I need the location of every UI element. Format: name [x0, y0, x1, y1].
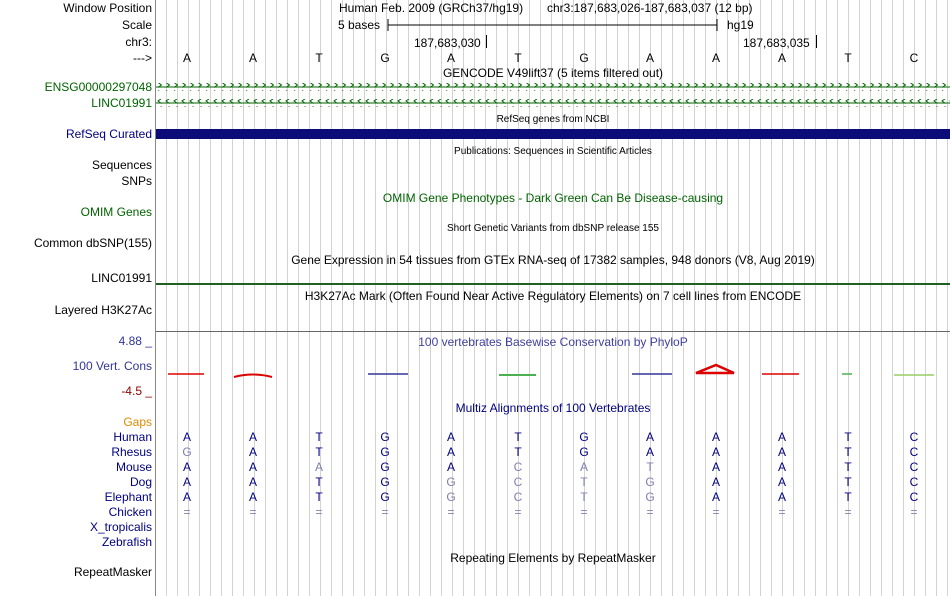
- base-letter: A: [248, 51, 257, 65]
- gencode-track-title: GENCODE V49lift37 (5 items filtered out): [442, 66, 664, 80]
- alignment-base: G: [645, 490, 655, 504]
- label-dbsnp[interactable]: Common dbSNP(155): [33, 236, 152, 250]
- alignment-base: A: [248, 460, 257, 474]
- alignment-base: T: [315, 430, 323, 444]
- label-omim[interactable]: OMIM Genes: [80, 205, 152, 219]
- alignment-base: A: [182, 490, 191, 504]
- alignment-base: =: [514, 505, 522, 519]
- alignment-base: G: [380, 460, 390, 474]
- alignment-base: T: [580, 490, 588, 504]
- phylop-track-title: 100 vertebrates Basewise Conservation by PhyloP: [418, 335, 688, 349]
- base-letter: A: [711, 51, 720, 65]
- label-cons[interactable]: 100 Vert. Cons: [72, 359, 152, 373]
- label-snps[interactable]: SNPs: [121, 174, 152, 188]
- alignment-base: =: [183, 505, 191, 519]
- alignment-base: A: [182, 475, 191, 489]
- alignment-base: A: [777, 430, 786, 444]
- alignment-base: T: [514, 430, 522, 444]
- alignment-base: A: [182, 460, 191, 474]
- coord-1-tick: [486, 35, 487, 48]
- alignment-base: G: [182, 445, 192, 459]
- alignment-base: G: [645, 475, 655, 489]
- alignment-base: A: [777, 460, 786, 474]
- alignment-base: C: [513, 490, 523, 504]
- label-gtex[interactable]: LINC01991: [91, 271, 152, 285]
- alignment-base: A: [711, 475, 720, 489]
- alignment-base: =: [249, 505, 257, 519]
- omim-track-title: OMIM Gene Phenotypes - Dark Green Can Be Disease-causing: [382, 191, 724, 205]
- alignment-base: =: [910, 505, 918, 519]
- alignment-base: A: [777, 445, 786, 459]
- alignment-base: C: [513, 475, 523, 489]
- gtex-bar[interactable]: [156, 283, 950, 285]
- alignment-base: G: [380, 475, 390, 489]
- label-scale: Scale: [121, 18, 152, 32]
- alignment-base: A: [711, 445, 720, 459]
- alignment-base: C: [909, 430, 919, 444]
- position-text: chr3:187,683,026-187,683,037 (12 bp): [547, 1, 753, 15]
- scale-text: 5 bases: [338, 18, 381, 32]
- gencode-transcript-ensg[interactable]: [156, 83, 950, 91]
- alignment-base: A: [777, 475, 786, 489]
- alignment-base: A: [777, 490, 786, 504]
- species-label[interactable]: Zebrafish: [101, 535, 152, 549]
- scale-bar: [386, 17, 726, 33]
- coord-1: 187,683,030: [414, 36, 481, 50]
- species-label[interactable]: Elephant: [104, 490, 152, 504]
- label-cons-max: 4.88 _: [118, 334, 152, 348]
- alignment-base: =: [315, 505, 323, 519]
- base-letter: A: [777, 51, 786, 65]
- label-arrow: --->: [133, 51, 152, 65]
- base-letter: C: [909, 51, 919, 65]
- alignment-base: G: [380, 490, 390, 504]
- label-refseq[interactable]: RefSeq Curated: [65, 127, 152, 141]
- alignment-base: T: [844, 445, 852, 459]
- label-chrom: chr3:: [125, 35, 152, 49]
- species-label[interactable]: Chicken: [108, 505, 152, 519]
- label-window-position: Window Position: [63, 1, 152, 15]
- alignment-base: T: [844, 475, 852, 489]
- alignment-base: T: [844, 430, 852, 444]
- alignment-base: G: [380, 445, 390, 459]
- multiz-track-title: Multiz Alignments of 100 Vertebrates: [455, 401, 651, 415]
- alignment-base: G: [380, 430, 390, 444]
- alignment-base: G: [579, 430, 589, 444]
- rmsk-track-title: Repeating Elements by RepeatMasker: [450, 551, 656, 565]
- alignment-base: G: [446, 490, 456, 504]
- label-repeatmasker[interactable]: RepeatMasker: [73, 565, 152, 579]
- alignment-base: C: [513, 460, 523, 474]
- alignment-base: T: [844, 460, 852, 474]
- base-letter: T: [514, 51, 522, 65]
- base-letter: T: [844, 51, 852, 65]
- alignment-base: A: [711, 460, 720, 474]
- label-h3k27ac[interactable]: Layered H3K27Ac: [54, 303, 152, 317]
- refseq-track-title: RefSeq genes from NCBI: [496, 114, 610, 125]
- assembly-title: Human Feb. 2009 (GRCh37/hg19): [339, 1, 524, 15]
- alignment-base: A: [579, 460, 588, 474]
- alignment-base: A: [248, 445, 257, 459]
- alignment-base: C: [909, 475, 919, 489]
- alignment-base: G: [579, 445, 589, 459]
- alignment-base: C: [909, 460, 919, 474]
- alignment-base: T: [580, 475, 588, 489]
- h3k27ac-baseline: [156, 331, 950, 332]
- db-text: hg19: [727, 18, 754, 32]
- dbsnp-track-title: Short Genetic Variants from dbSNP release 155: [447, 223, 659, 234]
- alignment-base: T: [315, 490, 323, 504]
- alignment-base: A: [248, 430, 257, 444]
- alignment-base: A: [248, 475, 257, 489]
- alignment-base: =: [778, 505, 786, 519]
- alignment-base: T: [315, 475, 323, 489]
- base-letter: A: [446, 51, 455, 65]
- alignment-base: T: [514, 445, 522, 459]
- species-label[interactable]: X_tropicalis: [89, 520, 152, 534]
- gencode-transcript-linc[interactable]: [156, 99, 950, 107]
- alignment-base: =: [580, 505, 588, 519]
- species-label[interactable]: Human: [113, 430, 152, 444]
- species-label[interactable]: Dog: [129, 475, 152, 489]
- label-gencode-gene[interactable]: ENSG00000297048: [44, 80, 152, 94]
- refseq-bar[interactable]: [156, 129, 950, 139]
- alignment-base: A: [645, 445, 654, 459]
- gencode-track[interactable]: [156, 81, 950, 109]
- base-letter: A: [645, 51, 654, 65]
- alignment-base: =: [381, 505, 389, 519]
- species-label[interactable]: Mouse: [115, 460, 152, 474]
- pubs-track-title: Publications: Sequences in Scientific Articles: [454, 146, 652, 157]
- alignment-base: A: [182, 430, 191, 444]
- alignment-base: =: [646, 505, 654, 519]
- alignment-base: A: [446, 430, 455, 444]
- h3k27ac-track-title: H3K27Ac Mark (Often Found Near Active Regulatory Elements) on 7 cell lines from ENCODE: [304, 289, 802, 303]
- label-gaps[interactable]: Gaps: [123, 415, 152, 429]
- alignment-base: T: [315, 445, 323, 459]
- alignment-base: C: [909, 445, 919, 459]
- alignment-base: =: [844, 505, 852, 519]
- alignment-base: T: [646, 460, 654, 474]
- label-sequences[interactable]: Sequences: [91, 158, 152, 172]
- alignment-base: A: [645, 430, 654, 444]
- alignment-base: A: [314, 460, 323, 474]
- alignment-base: A: [446, 460, 455, 474]
- label-cons-min: -4.5 _: [121, 384, 152, 398]
- base-letter: G: [579, 51, 589, 65]
- gtex-track-title: Gene Expression in 54 tissues from GTEx RNA-seq of 17382 samples, 948 donors (V8, Aug 2019): [291, 253, 815, 267]
- alignment-base: A: [446, 445, 455, 459]
- alignment-base: T: [844, 490, 852, 504]
- alignment-base: A: [248, 490, 257, 504]
- alignment-base: A: [711, 430, 720, 444]
- base-letter: A: [182, 51, 191, 65]
- label-gencode-linc[interactable]: LINC01991: [91, 96, 152, 110]
- species-label[interactable]: Rhesus: [111, 445, 152, 459]
- base-letter: G: [380, 51, 390, 65]
- alignment-base: =: [447, 505, 455, 519]
- alignment-base: =: [712, 505, 720, 519]
- coord-2-tick: [816, 35, 817, 48]
- alignment-base: C: [909, 490, 919, 504]
- alignment-base: G: [446, 475, 456, 489]
- coord-2: 187,683,035: [743, 36, 810, 50]
- alignment-base: A: [711, 490, 720, 504]
- phylop-track[interactable]: [156, 360, 950, 384]
- base-letter: T: [315, 51, 323, 65]
